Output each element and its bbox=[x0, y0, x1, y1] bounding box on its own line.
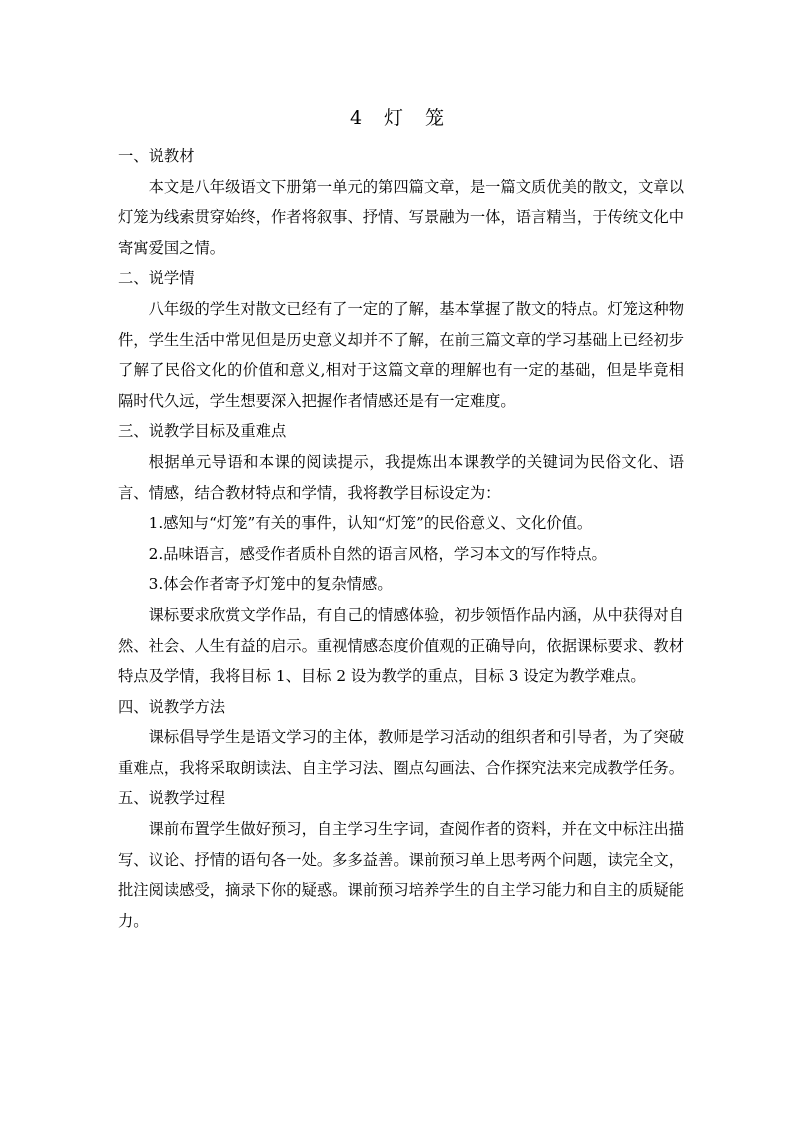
paragraph-methods: 课标倡导学生是语文学习的主体，教师是学习活动的组织者和引导者，为了突破重难点，我将采取朗读法、自主学习法、圈点勾画法、合作探究法来完成教学任务。 bbox=[118, 728, 684, 777]
section-heading-objectives: 三、说教学目标及重难点 bbox=[118, 422, 287, 441]
title-char-2: 笼 bbox=[425, 107, 445, 129]
paragraph-objectives-focus: 课标要求欣赏文学作品，有自己的情感体验，初步领悟作品内涵，从中获得对自然、社会、人生有益的启示。重视情感态度价值观的正确导向，依据课标要求、教材特点及学情，我将目标 1、目标 2 设为教学的重点，目标 3 设定为教学难点。 bbox=[118, 605, 684, 686]
section-heading-students: 二、说学情 bbox=[118, 269, 195, 288]
title-char-1: 灯 bbox=[384, 107, 404, 129]
objective-item-2: 2.品味语言，感受作者质朴自然的语言风格，学习本文的写作特点。 bbox=[148, 544, 607, 563]
section-heading-process: 五、说教学过程 bbox=[118, 789, 226, 808]
document-title bbox=[0, 104, 794, 132]
paragraph-textbook: 本文是八年级语文下册第一单元的第四篇文章，是一篇文质优美的散文，文章以灯笼为线索贯穿始终，作者将叙事、抒情、写景融为一体，语言精当，于传统文化中寄寓爱国之情。 bbox=[118, 177, 684, 257]
paragraph-objectives-intro: 根据单元导语和本课的阅读提示，我提炼出本课教学的关键词为民俗文化、语言、情感，结合教材特点和学情，我将教学目标设定为： bbox=[118, 452, 684, 502]
section-heading-textbook: 一、说教材 bbox=[118, 147, 195, 165]
document-body bbox=[118, 141, 684, 936]
paragraph-process: 课前布置学生做好预习，自主学习生字词，查阅作者的资料，并在文中标注出描写、议论、抒情的语句各一处。多多益善。课前预习单上思考两个问题，读完全文，批注阅读感受，摘录下你的疑惑。课前预习培养学生的自主学习能力和自主的质疑能力。 bbox=[118, 820, 684, 930]
title-number: 4 bbox=[349, 107, 363, 129]
objective-item-1: 1.感知与“灯笼”有关的事件，认知“灯笼”的民俗意义、文化价值。 bbox=[148, 514, 593, 533]
objective-item-3: 3.体会作者寄予灯笼中的复杂情感。 bbox=[148, 575, 393, 594]
section-heading-methods: 四、说教学方法 bbox=[118, 697, 226, 716]
paragraph-students: 八年级的学生对散文已经有了一定的了解，基本掌握了散文的特点。灯笼这种物件，学生生活中常见但是历史意义却并不了解，在前三篇文章的学习基础上已经初步了解了民俗文化的价值和意义,相对于这篇文章的理解也有一定的基础，但是毕竟相隔时代久远，学生想要深入把握作者情感还是有一定难度。 bbox=[118, 299, 684, 410]
